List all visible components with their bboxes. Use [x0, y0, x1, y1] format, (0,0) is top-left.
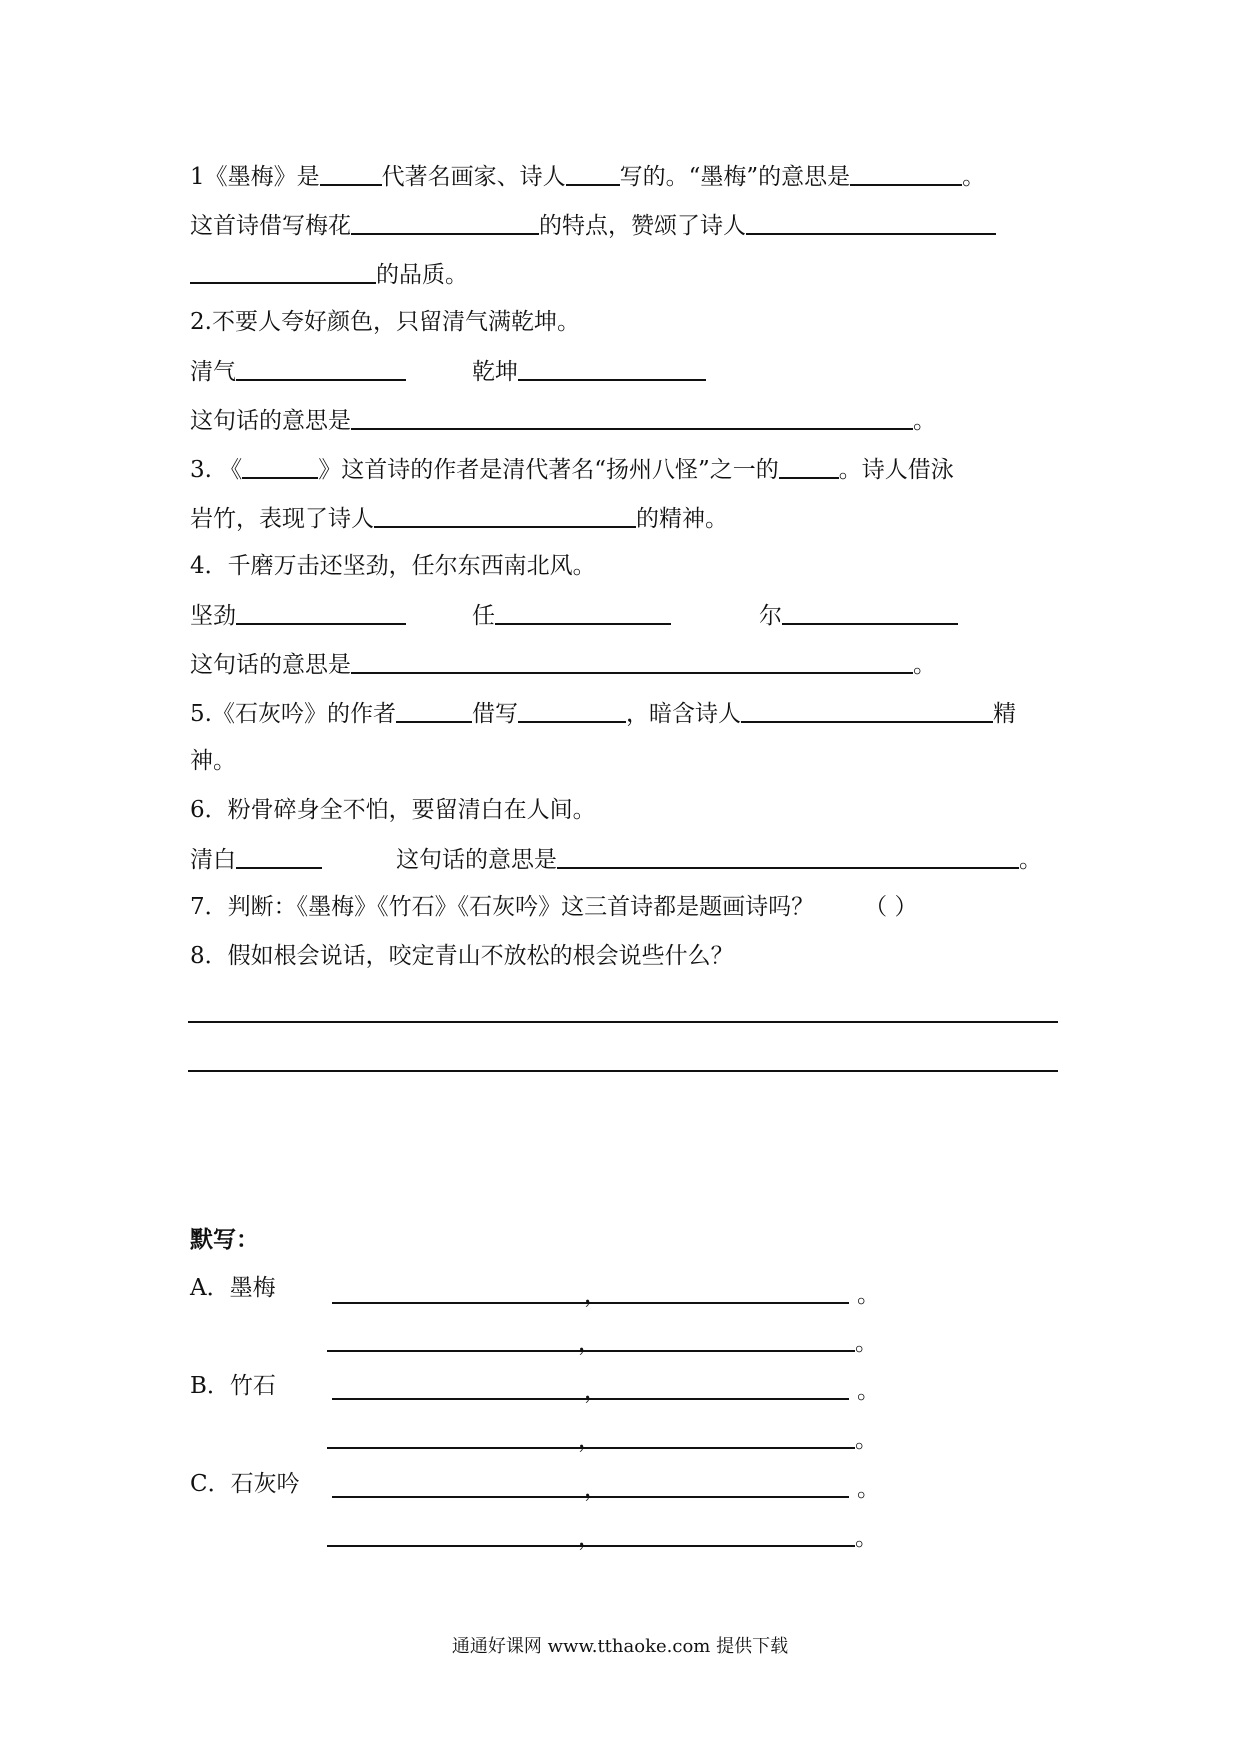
q4-word2: 任 [472, 603, 495, 629]
q1-blank-dynasty[interactable] [320, 160, 382, 186]
q5-blank-author[interactable] [396, 697, 472, 723]
q1-line1 [190, 160, 985, 190]
q1-text-a: 1《墨梅》是 [190, 164, 320, 190]
q3-text-c: 。诗人借泳 [838, 457, 954, 483]
q5-text-c: ，暗含诗人 [625, 701, 741, 727]
q1-line3-text: 的品质。 [376, 262, 468, 288]
q1-blank-feature[interactable] [351, 209, 539, 235]
q6-line2 [190, 843, 1042, 873]
q2-word2: 乾坤 [472, 359, 518, 385]
q7-answer-paren[interactable]: （ ） [864, 894, 918, 920]
q4-word3: 尔 [759, 603, 782, 629]
dictation-b-comma2: ， [578, 1427, 601, 1453]
dictation-a-period2: 。 [855, 1330, 878, 1356]
q5-blank-object[interactable] [518, 697, 626, 723]
dictation-a-period1: 。 [857, 1282, 880, 1308]
q6-blank-word1[interactable] [236, 843, 322, 869]
dictation-c-period2: 。 [855, 1525, 878, 1551]
dictation-label-b: B．竹石 [190, 1373, 276, 1399]
q1-text-c: 写的。“墨梅”的意思是 [619, 164, 851, 190]
q2-meaning-label: 这句话的意思是 [190, 408, 351, 434]
q4-blank-word1[interactable] [236, 599, 406, 625]
q8-answer-line-1[interactable] [188, 1021, 1058, 1023]
q1-text-d: 。 [962, 164, 986, 190]
q6-word1: 清白 [190, 847, 236, 873]
q3-blank-title[interactable] [242, 453, 318, 479]
q1-line2 [190, 209, 996, 239]
q2-word1: 清气 [190, 359, 236, 385]
dictation-c-comma1: ， [584, 1476, 607, 1502]
q2-title: 2.不要人夸好颜色，只留清气满乾坤。 [190, 309, 580, 335]
q2-meaning-line [190, 404, 936, 434]
q1-blank-quality-part2[interactable] [190, 258, 376, 284]
q5-line2: 神。 [190, 748, 236, 774]
q8-line: 8．假如根会说话，咬定青山不放松的根会说些什么？ [190, 943, 734, 969]
q3-blank-spirit[interactable] [374, 502, 636, 528]
q4-word1: 坚劲 [190, 603, 236, 629]
q3-text-a: 3. 《 [190, 457, 243, 483]
q6-end: 。 [1019, 847, 1042, 873]
q2-blank-meaning[interactable] [351, 404, 913, 430]
q3-line2-text-a: 岩竹，表现了诗人 [190, 506, 374, 532]
q7-text: 7．判断：《墨梅》《竹石》《石灰吟》这三首诗都是题画诗吗？ [190, 894, 815, 920]
q7-line [190, 892, 917, 922]
dictation-label-c: C．石灰吟 [190, 1471, 300, 1497]
q4-meaning-line [190, 648, 936, 678]
q5-line1 [190, 697, 1016, 727]
dictation-b-comma1: ， [584, 1378, 607, 1404]
q1-blank-poet[interactable] [566, 160, 620, 186]
q6-meaning-label: 这句话的意思是 [396, 847, 557, 873]
q5-text-d: 精 [992, 701, 1016, 727]
dictation-c-comma2: ， [578, 1525, 601, 1551]
q2-blank-word1[interactable] [236, 355, 406, 381]
dictation-a-comma1: ， [584, 1282, 607, 1308]
q3-text-b: 》这首诗的作者是清代著名“扬州八怪”之一的 [318, 457, 779, 483]
q4-title: 4．千磨万击还坚劲，任尔东西南北风。 [190, 553, 596, 579]
q2-blank-word2[interactable] [518, 355, 706, 381]
q4-blank-word2[interactable] [495, 599, 671, 625]
q3-line2-text-b: 的精神。 [636, 506, 728, 532]
q3-line1 [190, 453, 954, 483]
q5-blank-spirit[interactable] [741, 697, 993, 723]
q4-meaning-label: 这句话的意思是 [190, 652, 351, 678]
q1-text-b: 代著名画家、诗人 [381, 164, 566, 190]
q2-end: 。 [913, 408, 936, 434]
q2-words [190, 355, 706, 385]
q8-answer-line-2[interactable] [188, 1070, 1058, 1072]
q3-blank-author[interactable] [779, 453, 839, 479]
dictation-a-comma2: ， [578, 1330, 601, 1356]
q4-words [190, 599, 958, 629]
q1-blank-quality-part1[interactable] [746, 209, 996, 235]
dictation-heading: 默写： [190, 1226, 259, 1253]
q5-text-b: 借写 [471, 701, 518, 727]
q3-line2 [190, 502, 728, 532]
q1-blank-meaning[interactable] [850, 160, 962, 186]
q1-line2-text-b: 的特点，赞颂了诗人 [539, 213, 746, 239]
dictation-c-period1: 。 [857, 1476, 880, 1502]
q1-line2-text-a: 这首诗借写梅花 [190, 213, 351, 239]
dictation-b-period2: 。 [855, 1427, 878, 1453]
q4-end: 。 [913, 652, 936, 678]
q6-blank-meaning[interactable] [557, 843, 1019, 869]
q1-line3 [190, 258, 468, 288]
q4-blank-meaning[interactable] [351, 648, 913, 674]
q5-text-a: 5.《石灰吟》的作者 [190, 701, 396, 727]
dictation-label-a: A．墨梅 [190, 1275, 276, 1301]
q4-blank-word3[interactable] [782, 599, 958, 625]
q6-title: 6．粉骨碎身全不怕，要留清白在人间。 [190, 797, 596, 823]
dictation-b-period1: 。 [857, 1378, 880, 1404]
footer-credit: 通通好课网 www.tthaoke.com 提供下载 [451, 1636, 789, 1657]
